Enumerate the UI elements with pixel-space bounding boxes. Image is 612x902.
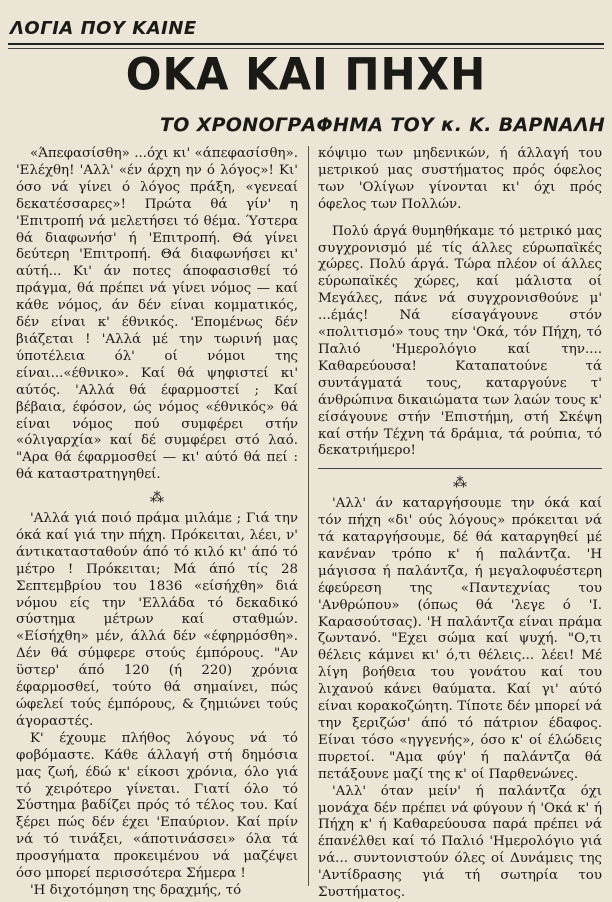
section-rule (318, 468, 602, 469)
section-separator: ⁂ (453, 475, 467, 492)
paragraph: Κ' έχουμε πλήθος λόγους νά τό φοβόμαστε. Κάθε άλλαγή στή δημόσια μας ζωή, έδώ κ' είκοσι χρόνια, όλο γιά τό χειρότερο γίνεται. Γιατί όλο τό Σύστημα βαδίζει πρός τό τέλος του. Καί ξέρει πώς δέν έχει 'Επαύριον. Καί πρίν νά τό τινάξει, «άποτινάσσει» όλα τά προσγήματα προκειμένου νά μαζέψει όσο μπορεί περισσότερα Σήμερα ! (16, 730, 298, 882)
paragraph: «Άπεφασίσθη» ...όχι κι' «άπεφασίσθη». 'Ελέχθη! 'Αλλ' «έν άρχη ην ό λόγος»! Κι' όσο νά γίνει ό λόγος πράξη, «γενεαί δεκατέσσαρες»! Πρώτα θά γίν' η 'Επιτροπή νά μελετήσει τό θέμα. Ύστερα θά διαφωνήσ' ή 'Επιτροπή. Θά γίνει δεύτερη 'Επιτροπή. Θά διαφωνήσει κι' αύτή... Κι' άν ποτες άποφασισθεί τό πράγμα, θά πρέπει νά γίνει νόμος — καί κάθε νόμος, άν δέν είναι κομματικός, δέν είναι κ' έθνικός. 'Επομένως δέν βιάζεται ! 'Αλλά μέ την τωρινή μας ύποτέλεια όλ' οί νόμοι της είναι...«έθνικο». Καί θά ψηφιστεί κι' αύτός. 'Αλλά θά έφαρμοστεί ; Καί βέβαια, έφόσον, ώς νόμος «έθνικός» θά είναι νόμος πού συμφέρει στήν «όλιγαρχία» καί δέ συμφέρει στό λαό. "Αρα θά έφαρμοσθεί — κι' αύτό θά πεί : θά καταστρατηγηθεί. (16, 146, 298, 483)
right-column (318, 146, 602, 902)
paragraph: 'Η διχοτόμηση της δραχμής, τό (30, 882, 242, 898)
paragraph: 'Αλλά γιά ποιό πράμα μιλάμε ; Γιά την όκά καί γιά την πήχη. Πρόκειται, λέει, ν' άντικατασταθούν άπό τό κιλό κι' άπό τό μέτρο ! Πρόκειται; Μά άπό τίς 28 Σεπτεμβρίου του 1836 «είσήχθη» διά νόμου είς την 'Ελλάδα τό δεκαδικό σύστημα μέτρων καί σταθμών. «Είσήχθη» μέν, άλλά δέν «έφηρμόσθη». Δέν θά σύμφερε στούς έμπόρους. "Αν ϋστερ' άπό 120 (ή 220) χρόνια έφαρμοσθεί, τούτο θά σημαίνει, πώς ώφελεί τούς έμπόρους, & ζημιώνει τούς άγοραστές. (16, 511, 298, 729)
paragraph: 'Αλλ' όταν μείν' ή παλάντζα όχι μονάχα δέν πρέπει νά φύγουν ή 'Οκά κ' ή Πήχη κ' ή Καθαρεύουσα παρά πρέπει νά έπανέλθει καί τό Παλιό 'Ημερολόγιο γιά νά... συντονιστούν όλες οί Δυνάμεις της 'Αντίδρασης γιά τή σωτηρία του Συστήματος. (318, 783, 602, 901)
paragraph: κόψιμο των μηδενικών, ή άλλαγή του μετρικού μας συστήματος πρός όφελος των 'Ολίγων γίνονται κι' όχι πρός όφελος των Πολλών. (318, 146, 602, 212)
paragraph: Πολύ άργά θυμηθήκαμε τό μετρικό μας συγχρονισμό μέ τίς άλλες εύρωπαϊκές χώρες. Πολύ άργά. Τώρα πλέον οί άλλες εύρωπαϊκές χώρες, καί μάλιστα οί Μεγάλες, πάνε νά συγχρονισθούνε μ' ...έμάς! Νά είσαγάγουνε στόν «πολιτισμό» τους την 'Οκά, τόν Πήχη, τό Παλιό 'Ημερολόγιο καί την.... Καθαρεύουσα! Καταπατούνε τά συντάγματά τους, καταργούνε τ' άνθρώπινα δικαιώματα των λαών τους κ' είσάγουνε στήν 'Επιστήμη, στή Σκέψη καί στήν Τέχνη τά δράμια, τά ρούπια, τό δεκατριήμερο! (318, 223, 602, 459)
column-divider (308, 146, 309, 886)
article-byline: ΤΟ ΧΡΟΝΟΓΡΑΦΗΜΑ ΤΟΥ κ. Κ. ΒΑΡΝΑΛΗ (160, 114, 606, 136)
section-separator: ⁂ (150, 490, 164, 507)
paragraph: 'Αλλ' άν καταργήσουμε την όκά καί τόν πήχη «δι' ούς λόγους» πρόκειται νά τά καταργήσουμε, δέ θά καταργηθεί μέ κανέναν τρόπο κ' ή παλάντζα. 'Η μάγισσα ή παλάντζα, ή μεγαλοφυέστερη έφεύρεση της «Παντεχνίας του 'Ανθρώπου» (όπως θά 'λεγε ό 'Ι. Καρασούτσας). 'Η παλάντζα είναι πράμα ζωντανό. "Εχει σώμα καί ψυχή. "Ο,τι θέλεις κάμνει κι' ό,τι θέλεις... λέει! Μέ λίγη βοήθεια του γονάτου καί του λιχανού κάνει θαύματα. Καί γι' αύτό είναι κορακοζώητη. Τίποτε δέν μπορεί νά την ξεριζώσ' άπό τό πάτριον έδαφος. Είναι τόσο «ηγγενής», όσο κ' οί έλώδεις πυρετοί. "Αμα φύγ' ή παλάντζα θά πετάξουνε μαζί της κ' οί Παρθενώνες. (318, 496, 602, 782)
article-headline: ΟΚΑ ΚΑΙ ΠΗΧΗ (125, 48, 487, 101)
left-column (16, 146, 298, 900)
top-rule (8, 43, 604, 45)
column-kicker: ΛΟΓΙΑ ΠΟΥ ΚΑΙΝΕ (10, 18, 197, 39)
